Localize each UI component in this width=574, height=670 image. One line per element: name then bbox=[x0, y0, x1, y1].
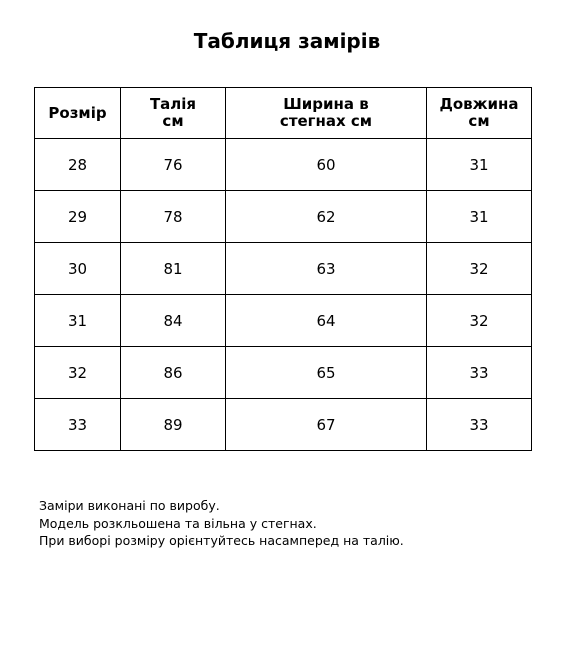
cell-length: 32 bbox=[427, 243, 532, 295]
cell-waist: 76 bbox=[121, 139, 226, 191]
table-row bbox=[35, 243, 532, 295]
table-row bbox=[35, 399, 532, 451]
cell-length: 32 bbox=[427, 295, 532, 347]
cell-waist: 78 bbox=[121, 191, 226, 243]
note-line: При виборі розміру орієнтуйтесь насамперед на талію. bbox=[39, 533, 404, 548]
cell-waist: 81 bbox=[121, 243, 226, 295]
table-row bbox=[35, 191, 532, 243]
page-title: Таблиця замірів bbox=[193, 29, 381, 53]
cell-length: 33 bbox=[427, 347, 532, 399]
header-line: стегнах см bbox=[279, 112, 373, 130]
cell-waist: 86 bbox=[121, 347, 226, 399]
cell-size: 31 bbox=[35, 295, 121, 347]
table-header-row bbox=[35, 88, 532, 139]
cell-hip-width: 65 bbox=[226, 347, 427, 399]
header-line: Довжина bbox=[439, 95, 519, 113]
header-hip-width bbox=[226, 88, 427, 139]
cell-size: 29 bbox=[35, 191, 121, 243]
cell-length: 31 bbox=[427, 191, 532, 243]
measurement-notes bbox=[39, 497, 404, 550]
header-line: см bbox=[162, 112, 184, 130]
header-line: Ширина в bbox=[283, 95, 369, 113]
header-size bbox=[35, 88, 121, 139]
cell-waist: 84 bbox=[121, 295, 226, 347]
note-line: Модель розкльошена та вільна у стегнах. bbox=[39, 515, 317, 531]
table-row bbox=[35, 295, 532, 347]
cell-hip-width: 63 bbox=[226, 243, 427, 295]
header-line: Розмір bbox=[48, 103, 107, 122]
cell-hip-width: 67 bbox=[226, 399, 427, 451]
header-waist bbox=[121, 88, 226, 139]
table-row bbox=[35, 347, 532, 399]
header-line: см bbox=[468, 112, 490, 130]
note-line: Заміри виконані по виробу. bbox=[39, 498, 220, 513]
cell-hip-width: 62 bbox=[226, 191, 427, 243]
table-row bbox=[35, 139, 532, 191]
size-chart-table bbox=[34, 87, 532, 451]
cell-hip-width: 64 bbox=[226, 295, 427, 347]
header-length bbox=[427, 88, 532, 139]
cell-length: 33 bbox=[427, 399, 532, 451]
cell-size: 32 bbox=[35, 347, 121, 399]
cell-size: 30 bbox=[35, 243, 121, 295]
cell-waist: 89 bbox=[121, 399, 226, 451]
cell-size: 28 bbox=[35, 139, 121, 191]
cell-hip-width: 60 bbox=[226, 139, 427, 191]
cell-length: 31 bbox=[427, 139, 532, 191]
cell-size: 33 bbox=[35, 399, 121, 451]
header-line: Талія bbox=[149, 95, 197, 113]
